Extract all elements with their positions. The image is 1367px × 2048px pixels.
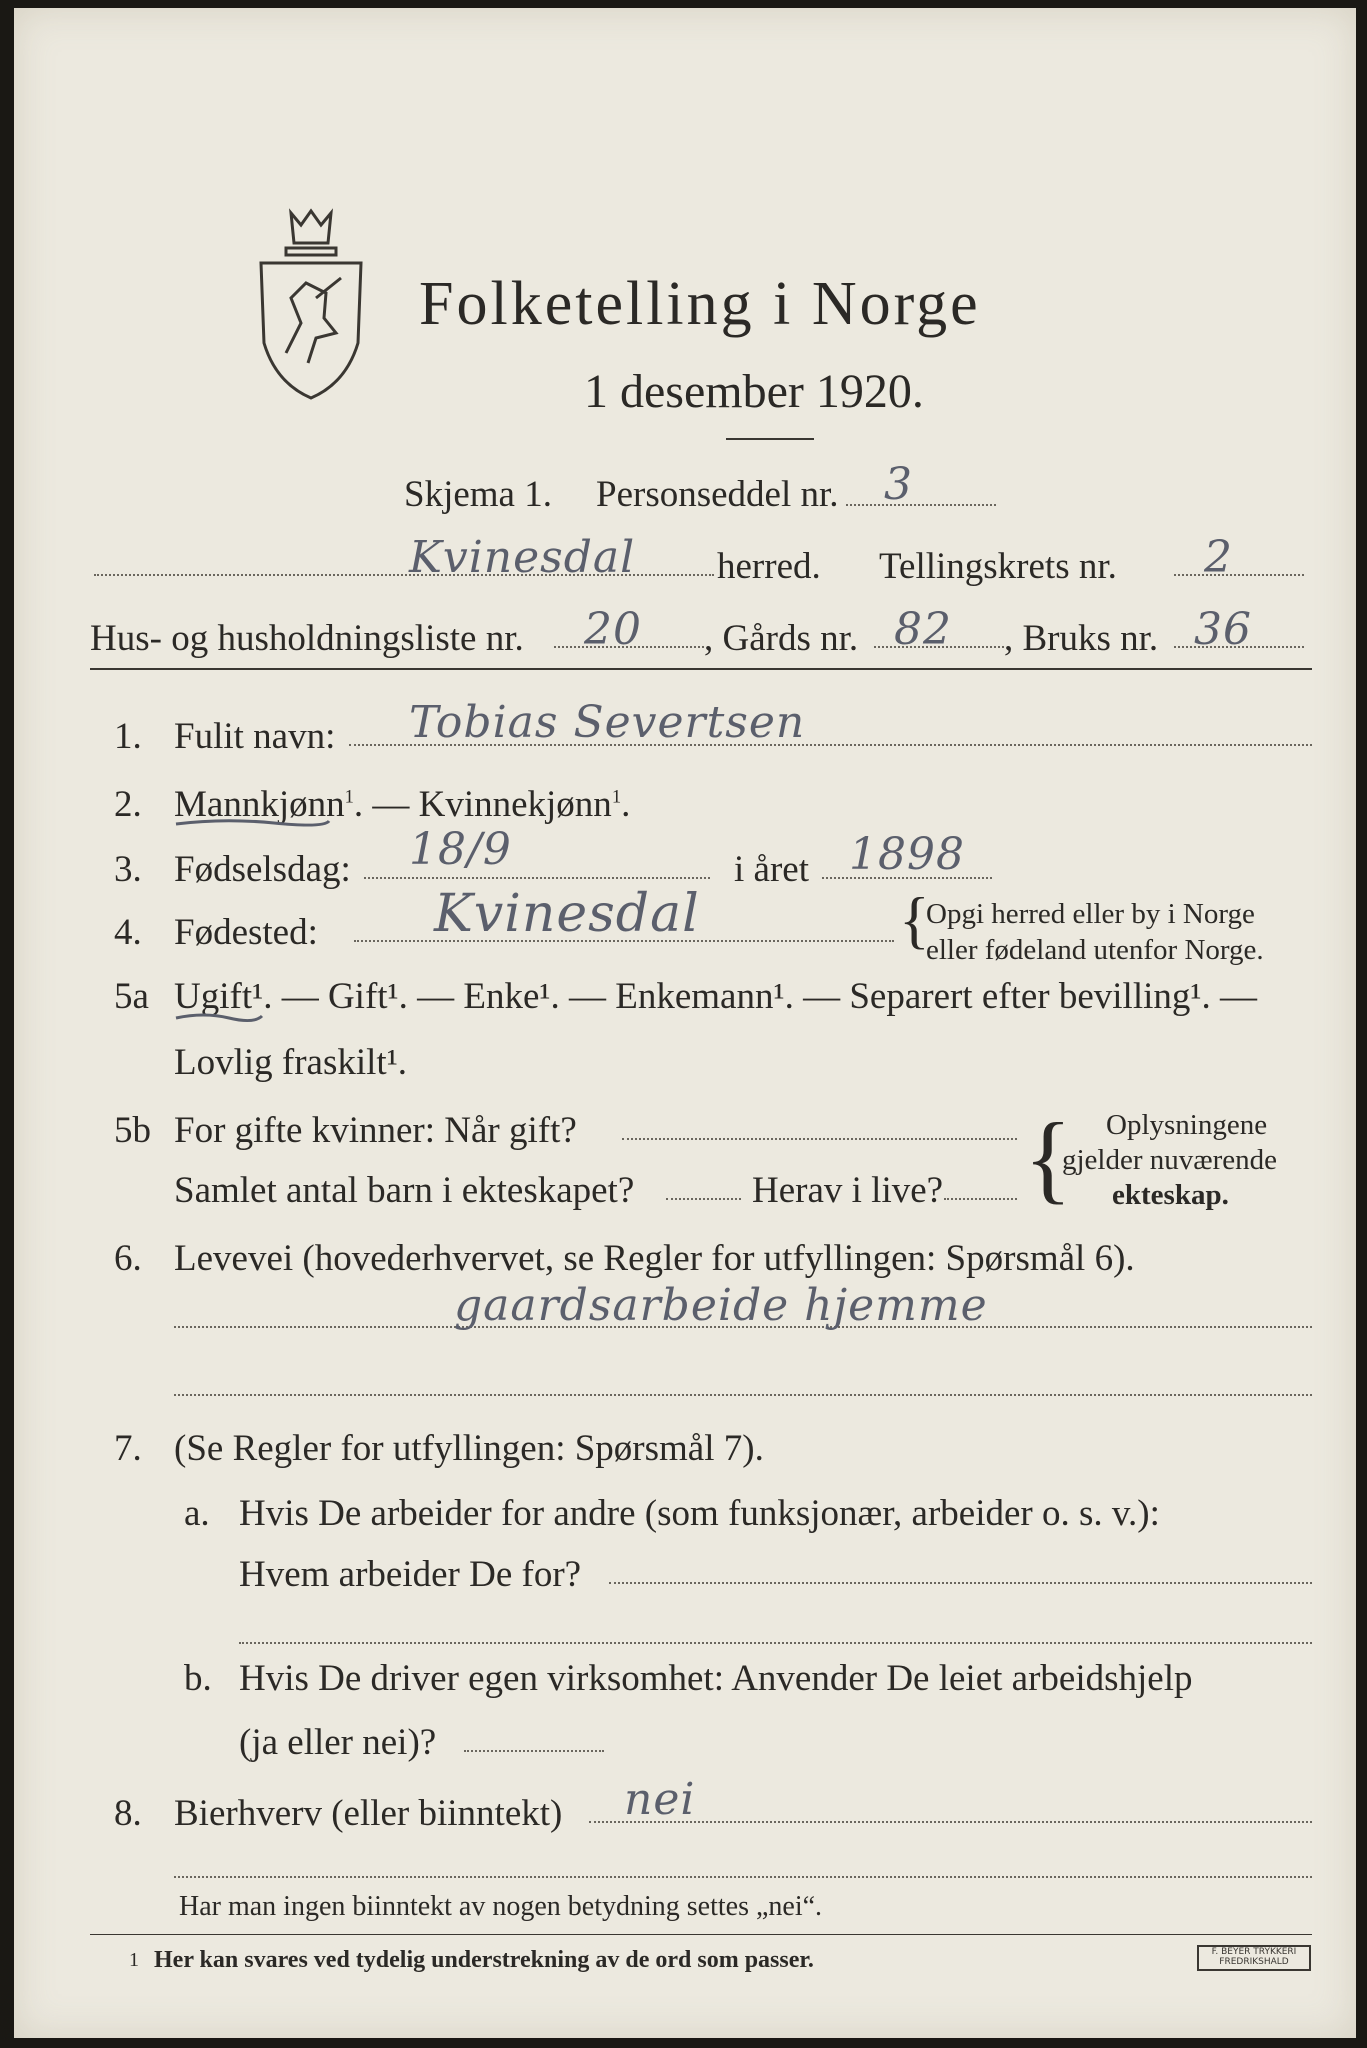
tellingskrets-label: Tellingskrets nr. bbox=[879, 546, 1117, 587]
header-rule bbox=[90, 668, 1312, 670]
q7b-label1: Hvis De driver egen virksomhet: Anvender De leiet arbeidshjelp bbox=[239, 1658, 1193, 1699]
personseddel-line bbox=[846, 504, 996, 506]
q3-value: 18/9 bbox=[409, 824, 512, 875]
herred-label: herred. bbox=[717, 546, 821, 587]
form-title: Folketelling i Norge bbox=[419, 270, 981, 338]
q3-year-value: 1898 bbox=[849, 829, 965, 880]
q8-value: nei bbox=[624, 1774, 696, 1825]
q5a-ugift-underline bbox=[174, 1010, 264, 1024]
q5b-brace: { bbox=[1024, 1102, 1072, 1213]
gards-value: 82 bbox=[894, 604, 952, 655]
printer-stamp: F. BEYER TRYKKERI FREDRIKSHALD bbox=[1197, 1945, 1311, 1971]
skjema-label: Skjema 1. bbox=[404, 474, 552, 515]
q6-line2 bbox=[174, 1394, 1312, 1396]
q4-note-line2: eller fødeland utenfor Norge. bbox=[926, 934, 1264, 966]
q5b-label1: For gifte kvinner: Når gift? bbox=[174, 1110, 577, 1151]
q7a-line2 bbox=[239, 1642, 1312, 1644]
tellingskrets-value: 2 bbox=[1204, 532, 1233, 583]
gards-label: , Gårds nr. bbox=[704, 618, 859, 659]
q5b-label2: Samlet antal barn i ekteskapet? bbox=[174, 1170, 635, 1211]
q4-value: Kvinesdal bbox=[434, 884, 700, 944]
q6-label: Levevei (hovederhvervet, se Regler for utfyllingen: Spørsmål 6). bbox=[174, 1238, 1135, 1279]
q2-number: 2. bbox=[114, 784, 142, 825]
q1-value: Tobias Severtsen bbox=[409, 697, 806, 748]
footnote-text: Her kan svares ved tydelig understrekning av de ord som passer. bbox=[154, 1947, 814, 1973]
personseddel-value: 3 bbox=[884, 459, 913, 510]
herred-value: Kvinesdal bbox=[409, 532, 636, 583]
q7a-label2: Hvem arbeider De for? bbox=[239, 1554, 582, 1595]
q5b-married-line bbox=[622, 1138, 1017, 1140]
q3-number: 3. bbox=[114, 849, 142, 890]
q3-year-label: i året bbox=[734, 849, 809, 890]
q8-line1 bbox=[589, 1821, 1312, 1823]
q5a-options-line2: Lovlig fraskilt¹. bbox=[174, 1042, 408, 1083]
census-form bbox=[14, 8, 1356, 2038]
footer-rule bbox=[90, 1934, 1312, 1935]
q4-note-line1: Opgi herred eller by i Norge bbox=[926, 898, 1255, 930]
q5b-alive-line bbox=[944, 1198, 1017, 1200]
q8-line2 bbox=[174, 1876, 1312, 1878]
q3-line bbox=[364, 877, 710, 879]
q6-value: gaardsarbeide hjemme bbox=[454, 1280, 988, 1331]
husliste-label: Hus- og husholdningsliste nr. bbox=[90, 618, 524, 659]
bruks-label: , Bruks nr. bbox=[1004, 618, 1159, 659]
husliste-value: 20 bbox=[584, 604, 642, 655]
q4-number: 4. bbox=[114, 912, 142, 953]
q5b-number: 5b bbox=[114, 1110, 151, 1151]
q7-label: (Se Regler for utfyllingen: Spørsmål 7). bbox=[174, 1428, 764, 1469]
bruks-value: 36 bbox=[1194, 604, 1252, 655]
q7a-line1 bbox=[609, 1582, 1312, 1584]
q7-number: 7. bbox=[114, 1428, 142, 1469]
q7a-number: a. bbox=[184, 1493, 210, 1534]
tellingskrets-line bbox=[1174, 574, 1304, 576]
q5a-options: Ugift¹. — Gift¹. — Enke¹. — Enkemann¹. — Separert efter bevilling¹. — bbox=[174, 976, 1257, 1017]
q4-label: Fødested: bbox=[174, 912, 318, 953]
q3-label: Fødselsdag: bbox=[174, 849, 351, 890]
q1-label: Fulit navn: bbox=[174, 716, 336, 757]
q5b-label3: Herav i live? bbox=[752, 1170, 944, 1211]
q6-number: 6. bbox=[114, 1238, 142, 1279]
q1-number: 1. bbox=[114, 716, 142, 757]
q5b-note3: ekteskap. bbox=[1112, 1179, 1229, 1211]
q7b-number: b. bbox=[184, 1658, 212, 1699]
q2-options: Mannkjønn$^1$. — Kvinnekjønn$^1$. bbox=[174, 784, 631, 825]
q2-separator: . — bbox=[353, 784, 419, 825]
q5b-children-line bbox=[666, 1198, 741, 1200]
norway-coat-of-arms-icon bbox=[246, 203, 376, 403]
census-date: 1 desember 1920. bbox=[584, 365, 924, 418]
q7b-label2: (ja eller nei)? bbox=[239, 1722, 437, 1763]
q5b-note2: gjelder nuværende bbox=[1062, 1144, 1278, 1176]
q5b-note1: Oplysningene bbox=[1106, 1109, 1268, 1141]
footnote-mark: 1 bbox=[129, 1949, 139, 1971]
q4-brace: { bbox=[899, 884, 930, 955]
q2-male: Mannkjønn bbox=[174, 784, 345, 825]
q2-female: Kvinnekjønn bbox=[418, 784, 612, 825]
title-divider bbox=[726, 438, 814, 440]
q8-label: Bierhverv (eller biinntekt) bbox=[174, 1793, 563, 1834]
personseddel-label: Personseddel nr. bbox=[596, 474, 839, 515]
q7a-label1: Hvis De arbeider for andre (som funksjonær, arbeider o. s. v.): bbox=[239, 1493, 1160, 1534]
q5a-number: 5a bbox=[114, 976, 149, 1017]
q7b-line bbox=[464, 1750, 604, 1752]
q2-male-underline bbox=[174, 816, 334, 830]
q8-number: 8. bbox=[114, 1793, 142, 1834]
footer-note: Har man ingen biinntekt av nogen betydning settes „nei“. bbox=[179, 1891, 823, 1922]
